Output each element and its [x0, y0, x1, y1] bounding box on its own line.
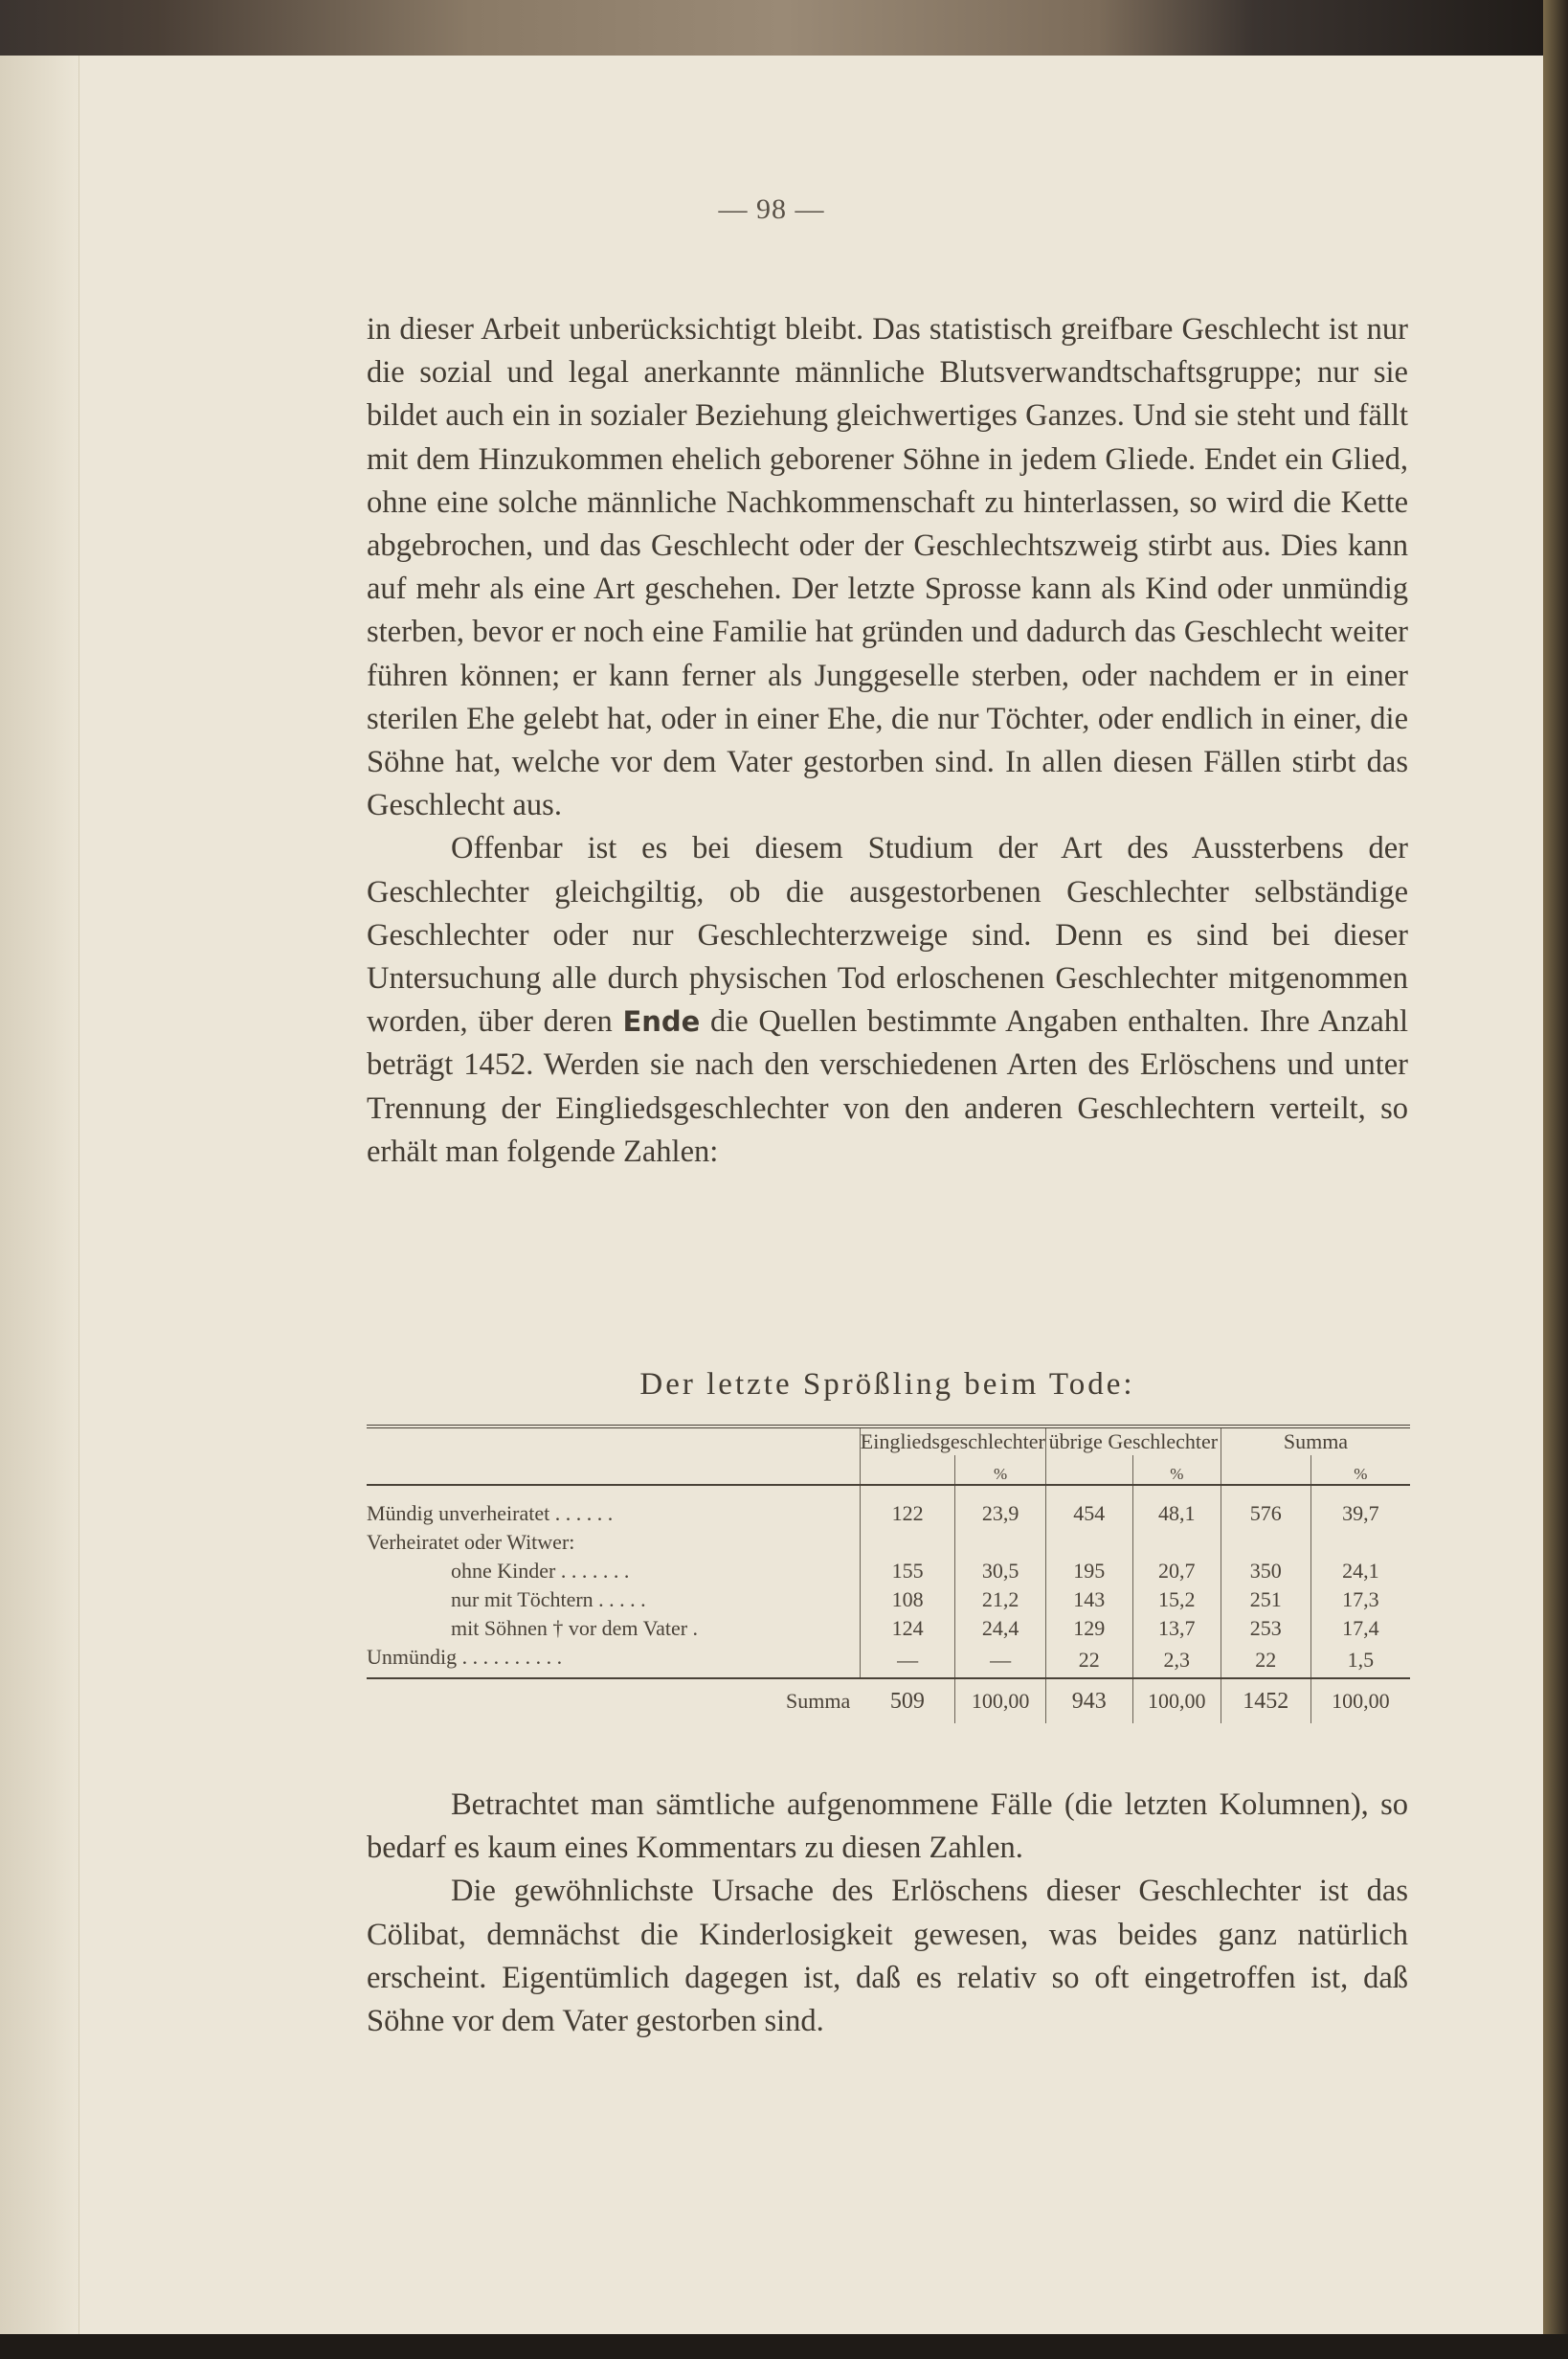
- cell-percent: 15,2: [1132, 1585, 1221, 1614]
- cell-percent: —: [955, 1643, 1045, 1678]
- row-label: Mündig unverheiratet . . . . . .: [367, 1501, 614, 1525]
- cell-percent: 24,1: [1310, 1557, 1410, 1585]
- page-gutter: [0, 56, 79, 2334]
- text-block-2: [367, 1784, 1408, 2043]
- table-title: Der letzte Sprößling beim Tode:: [639, 1367, 1135, 1402]
- header-uebrige-geschlechter: übrige Geschlechter: [1045, 1427, 1221, 1455]
- header-summa: Summa: [1221, 1427, 1410, 1455]
- page-number: — 98 —: [718, 193, 825, 225]
- paragraph-1: in dieser Arbeit unberücksichtigt bleibt. Das statistisch greifbare Geschlecht ist nur die sozial und legal anerkannte männliche Blutsverwandtschaftsgruppe; nur sie bildet auch ein in sozialer Beziehung gleichwertiges Ganzes. Und sie steht und fällt mit dem Hinzukommen ehelich geborener Söhne in jedem Gliede. Endet ein Glied, ohne eine solche männliche Nachkommenschaft zu hinterlassen, so wird die Kette abgebrochen, und das Geschlecht oder der Geschlechtszweig stirbt aus. Dies kann auf mehr als eine Art geschehen. Der letzte Sprosse kann als Kind oder unmündig sterben, bevor er noch eine Familie hat gründen und dadurch das Geschlecht weiter führen können; er kann ferner als Junggeselle sterben, oder nachdem er in einer sterilen Ehe gelebt hat, oder in einer Ehe, die nur Töchter, oder endlich in einer, die Söhne hat, welche vor dem Vater gestorben sind. In allen diesen Fällen stirbt das Geschlecht aus.: [367, 312, 1408, 823]
- row-label: Verheiratet oder Witwer:: [367, 1530, 575, 1554]
- cell-value: 155: [860, 1557, 955, 1585]
- paragraph-3: Betrachtet man sämtliche aufgenommene Fälle (die letzten Kolumnen), so bedarf es kaum eines Kommentars zu diesen Zahlen.: [367, 1787, 1408, 1866]
- pct-header: %: [1132, 1455, 1221, 1485]
- cell-value: 251: [1221, 1585, 1310, 1614]
- row-label: nur mit Töchtern . . . . .: [451, 1587, 646, 1611]
- sum-percent: 100,00: [1310, 1678, 1410, 1723]
- text-block-1: [367, 308, 1408, 1174]
- cell-percent: 21,2: [955, 1585, 1045, 1614]
- table-row: [367, 1528, 1410, 1557]
- header-eingliedsgeschlechter: Eingliedsgeschlechter: [860, 1427, 1045, 1455]
- table-row: [367, 1585, 1410, 1614]
- cell-value: 122: [860, 1485, 955, 1528]
- data-table: [367, 1425, 1410, 1723]
- cell-value: 129: [1045, 1614, 1132, 1643]
- cell-percent: 30,5: [955, 1557, 1045, 1585]
- row-label: Unmündig . . . . . . . . . .: [367, 1645, 563, 1669]
- paragraph-4: Die gewöhnlichste Ursache des Erlöschens dieser Geschlechter ist das Cölibat, demnächst die Kinderlosigkeit gewesen, was beides ganz natürlich erscheint. Eigentümlich dagegen ist, daß es relativ so oft eingetroffen ist, daß Söhne vor dem Vater gestorben sind.: [367, 1874, 1408, 2039]
- page-right-edge: [1543, 0, 1568, 2359]
- paragraph-2: [367, 827, 1408, 1174]
- table-header-row: [367, 1427, 1410, 1455]
- sum-value: 943: [1045, 1678, 1132, 1723]
- paragraph-2-after: die Quellen bestimmte Angaben enthalten. Ihre Anzahl beträgt 1452. Werden sie nach den verschiedenen Arten des Erlöschens und unter Trennung der Eingliedsgeschlechter von den anderen Geschlechtern verteilt, so erhält man folgende Zahlen:: [367, 1004, 1409, 1169]
- cell-percent: 13,7: [1132, 1614, 1221, 1643]
- cell-percent: 1,5: [1310, 1643, 1410, 1678]
- table-row: [367, 1614, 1410, 1643]
- paragraph-2-before: Offenbar ist es bei diesem Studium der Art des Aussterbens der Geschlechter gleichgiltig, ob die ausgestorbenen Geschlechter selbständige Geschlechter oder nur Geschlechterzweige sind. Denn es sind bei dieser Untersuchung alle durch physischen Tod erloschenen Geschlechter mitgenommen worden, über deren: [367, 831, 1408, 1040]
- cell-value: 22: [1045, 1643, 1132, 1678]
- book-binding-top: [0, 0, 1568, 56]
- table-subheader-row: [367, 1455, 1410, 1485]
- row-label: mit Söhnen † vor dem Vater .: [451, 1616, 699, 1640]
- cell-value: 350: [1221, 1557, 1310, 1585]
- cell-value: 576: [1221, 1485, 1310, 1528]
- cell-value: 454: [1045, 1485, 1132, 1528]
- cell-value: 108: [860, 1585, 955, 1614]
- cell-percent: 17,3: [1310, 1585, 1410, 1614]
- cell-value: 143: [1045, 1585, 1132, 1614]
- cell-value: —: [860, 1643, 955, 1678]
- row-label: ohne Kinder . . . . . . .: [451, 1559, 630, 1583]
- cell-value: 124: [860, 1614, 955, 1643]
- table-row: [367, 1643, 1410, 1678]
- cell-value: 253: [1221, 1614, 1310, 1643]
- table-body: [367, 1485, 1410, 1678]
- cell-percent: 2,3: [1132, 1643, 1221, 1678]
- cell-percent: 48,1: [1132, 1485, 1221, 1528]
- table-sum-row: [367, 1678, 1410, 1723]
- cell-percent: 17,4: [1310, 1614, 1410, 1643]
- sum-value: 509: [860, 1678, 955, 1723]
- pct-header: %: [955, 1455, 1045, 1485]
- header-label-blank: [367, 1427, 860, 1455]
- cell-value: 22: [1221, 1643, 1310, 1678]
- sum-value: 1452: [1221, 1678, 1310, 1723]
- table-row: [367, 1485, 1410, 1528]
- book-bottom-edge: [0, 2334, 1568, 2359]
- pct-header: %: [1310, 1455, 1410, 1485]
- cell-percent: 24,4: [955, 1614, 1045, 1643]
- paragraph-2-emphasis: Ende: [622, 1005, 701, 1039]
- cell-percent: 20,7: [1132, 1557, 1221, 1585]
- sum-percent: 100,00: [955, 1678, 1045, 1723]
- cell-percent: 23,9: [955, 1485, 1045, 1528]
- table-row: [367, 1557, 1410, 1585]
- cell-percent: 39,7: [1310, 1485, 1410, 1528]
- sum-percent: 100,00: [1132, 1678, 1221, 1723]
- cell-value: 195: [1045, 1557, 1132, 1585]
- sum-label: Summa: [367, 1678, 860, 1723]
